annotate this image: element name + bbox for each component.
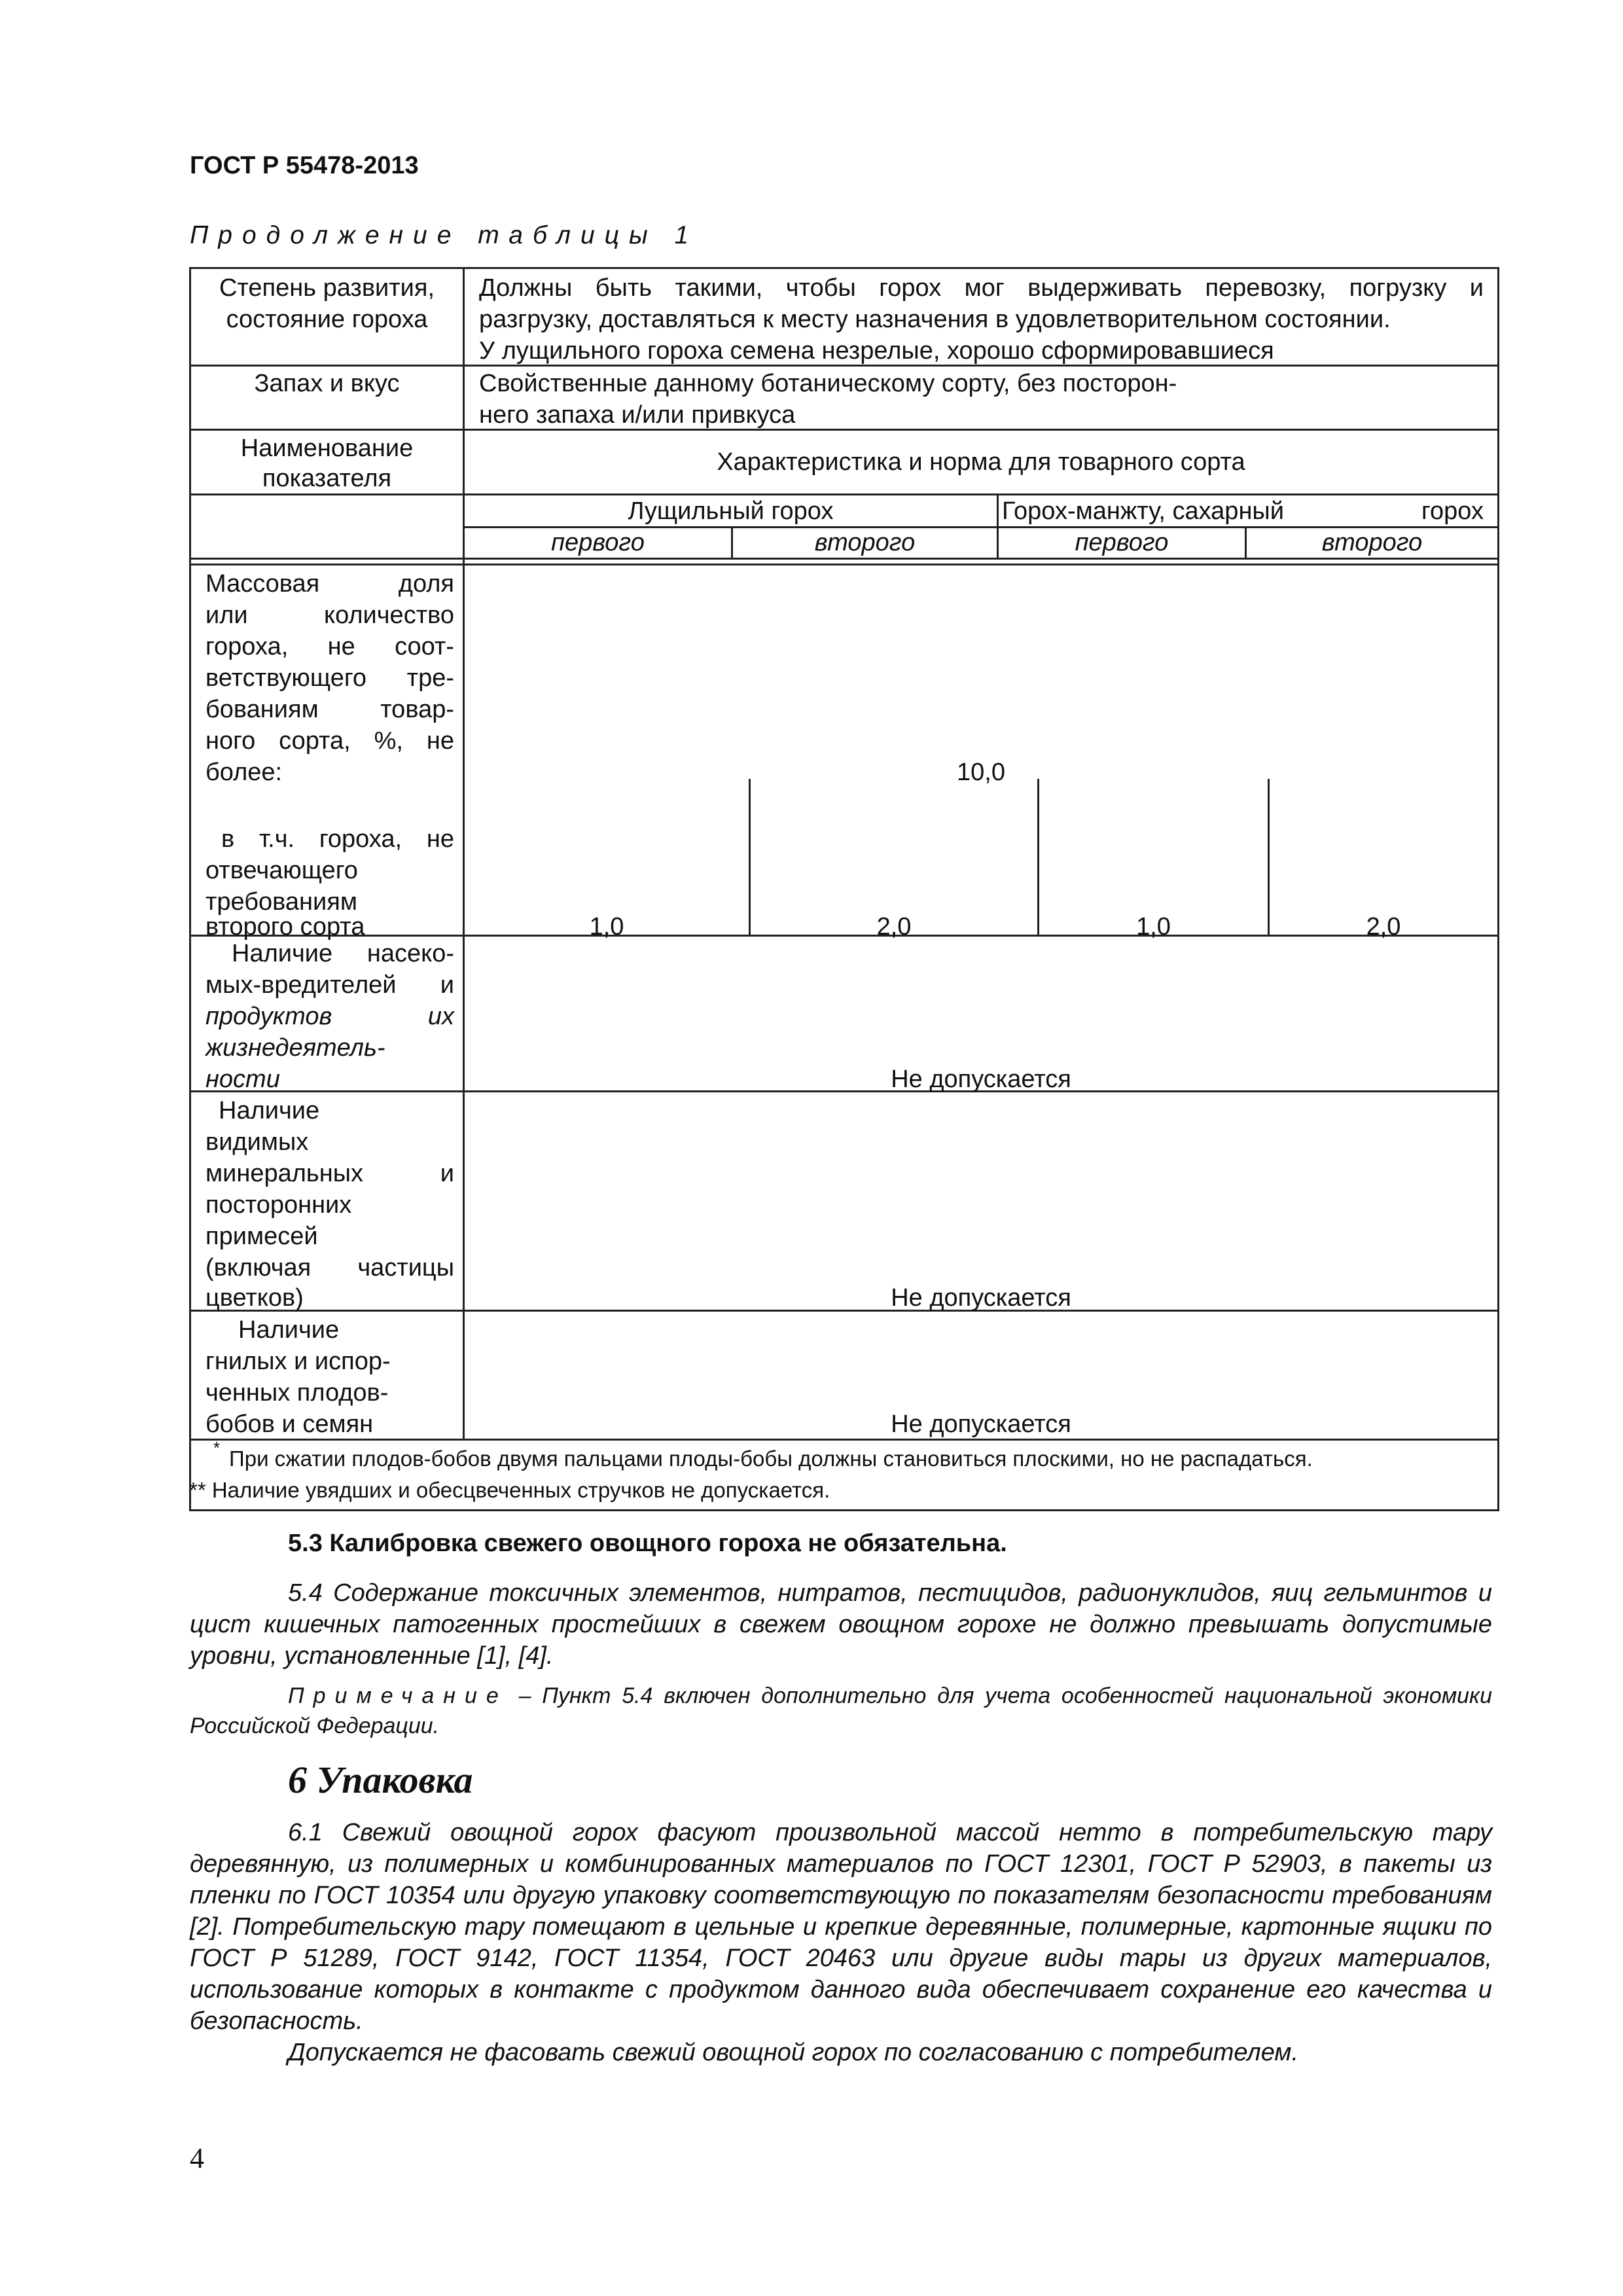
value-development-1: Должны быть такими, чтобы горох мог выдерживать перевозку, погрузку и (479, 274, 1484, 302)
page-number: 4 (190, 2142, 204, 2174)
label-mass-4: ветствующего тре- (205, 664, 454, 692)
grade-first-2: первого (1075, 529, 1169, 556)
value-mass-sub-4: 2,0 (1366, 913, 1401, 941)
label-mass-2: или количество (205, 601, 454, 629)
footnote-2: ** Наличие увядших и обесцвеченных стручков не допускается. (189, 1478, 830, 1502)
value-smell-2: него запаха и/или привкуса (479, 401, 796, 429)
section-5-4: 5.4 Содержание токсичных элементов, нитратов, пестицидов, радионуклидов, яиц гельминтов и цист кишечных патогенных простейших в свежем овощном горохе не должно превышать допустимые уровни, установленные [1], [4]. (190, 1579, 1492, 1670)
table-caption: Продолжение таблицы 1 (190, 221, 699, 249)
label-minerals-3: минеральных и (205, 1160, 454, 1187)
section-6-1-extra: Допускается не фасовать свежий овощной горох по согласованию с потребителем. (288, 2039, 1299, 2066)
table-rule (463, 269, 465, 1439)
grade-first-1: первого (551, 529, 645, 556)
note-label: Примечание (288, 1683, 508, 1708)
section-5-3: 5.3 Калибровка свежего овощного гороха не обязательна. (288, 1530, 1007, 1557)
table-rule (191, 564, 1497, 565)
label-mass-6: ного сорта, %, не (205, 727, 454, 755)
group-shelling-pea: Лущильный горох (628, 497, 834, 525)
grade-second-2: второго (1321, 529, 1423, 556)
grade-second-1: второго (814, 529, 916, 556)
label-pests-3: продуктов их (205, 1003, 454, 1030)
label-minerals-7: цветков) (205, 1284, 304, 1312)
header-characteristic: Характеристика и норма для товарного сорта (717, 448, 1245, 476)
label-mass-1: Массовая доля (205, 570, 454, 598)
section-6-1: 6.1 Свежий овощной горох фасуют произвольной массой нетто в потребительскую тару деревянную, из полимерных и комбинированных материалов по ГОСТ 12301, ГОСТ Р 52903, в пакеты из пленки по ГОСТ 10354 или другую упаковку соответствующую по показателям безопасности требованиям [2]. Потребительскую тару помещают в цельные и крепкие деревянные, полимерные, картонные ящики по ГОСТ Р 51289, ГОСТ 9142, ГОСТ 11354, ГОСТ 20463 или другие виды тары из других материалов, использование которых в контакте с продуктом данного вида обеспечивает сохранение его качества и безопасность. (190, 1819, 1492, 2035)
value-mass: 10,0 (957, 759, 1005, 786)
note-text: – Пункт 5.4 включен дополнительно для учета особенностей национальной экономики Российской Федерации. (190, 1683, 1492, 1738)
section-6-title: 6 Упаковка (288, 1759, 473, 1801)
requirements-table (189, 267, 1499, 1511)
label-mass-sub-1: в т.ч. гороха, не (221, 825, 454, 853)
label-minerals-5: примесей (205, 1223, 318, 1250)
header-indicator-1: Наименование (240, 435, 414, 462)
label-minerals-1: Наличие (219, 1097, 320, 1124)
label-rotten-1: Наличие (238, 1316, 340, 1344)
label-rotten-3: ченных плодов- (205, 1379, 389, 1407)
label-development-1: Степень развития, (219, 274, 435, 302)
footnote-mark: * (213, 1438, 221, 1458)
label-minerals-2: видимых (205, 1128, 309, 1156)
value-mass-sub-1: 1,0 (589, 913, 624, 941)
label-pests-5: ности (205, 1066, 280, 1093)
label-mass-sub-4: второго сорта (205, 913, 365, 941)
document-header: ГОСТ Р 55478-2013 (190, 152, 419, 179)
label-mass-5: бованиям товар- (205, 696, 454, 723)
label-mass-sub-3: требованиям (205, 888, 357, 916)
note-paragraph (190, 1681, 1492, 1741)
value-development-3: У лущильного гороха семена незрелые, хорошо сформировавшиеся (479, 337, 1274, 365)
label-rotten-4: бобов и семян (205, 1410, 374, 1438)
value-development-2: разгрузку, доставляться к месту назначения в удовлетворительном состоянии. (479, 306, 1391, 333)
footnote-1: При сжатии плодов-бобов двумя пальцами плоды-бобы должны становиться плоскими, но не распадаться. (229, 1446, 1313, 1471)
label-minerals-6: (включая частицы (205, 1254, 454, 1282)
header-indicator-2: показателя (262, 465, 392, 492)
label-pests-2: мых-вредителей и (205, 971, 454, 999)
value-mass-sub-3: 1,0 (1136, 913, 1171, 941)
value-pests: Не допускается (891, 1066, 1071, 1093)
label-rotten-2: гнилых и испор- (205, 1348, 391, 1375)
label-pests-1: Наличие насеко- (232, 940, 454, 967)
table-rule (191, 429, 1497, 431)
value-rotten: Не допускается (891, 1410, 1071, 1438)
label-mass-sub-2: отвечающего (205, 857, 358, 884)
group-sugar-pea-tail: горох (1421, 497, 1484, 525)
value-mass-sub-2: 2,0 (876, 913, 912, 941)
label-pests-4: жизнедеятель- (205, 1034, 385, 1062)
value-minerals: Не допускается (891, 1284, 1071, 1312)
value-smell-1: Свойственные данному ботаническому сорту, без посторон- (479, 370, 1177, 397)
label-development-2: состояние гороха (226, 306, 428, 333)
label-minerals-4: посторонних (205, 1191, 352, 1219)
label-mass-3: гороха, не соот- (205, 633, 454, 660)
label-mass-7: более: (205, 759, 283, 786)
label-smell: Запах и вкус (254, 370, 400, 397)
group-sugar-pea: Горох-манжту, сахарный (1002, 497, 1284, 525)
